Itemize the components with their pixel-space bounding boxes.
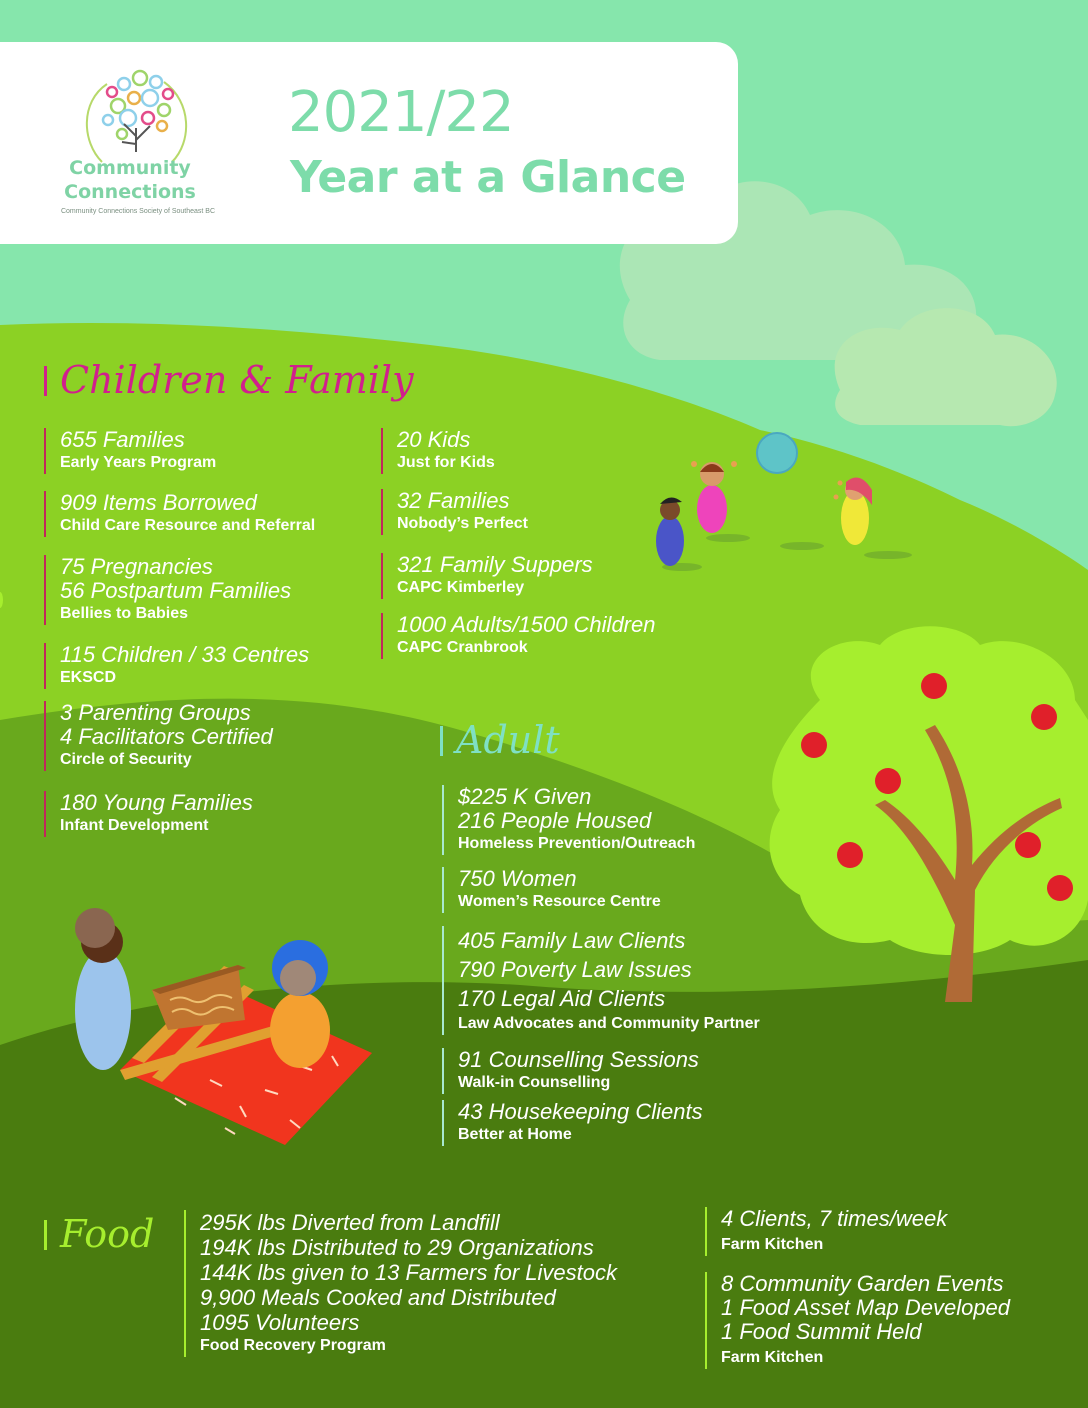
stat-entry <box>44 643 309 689</box>
program-name: Law Advocates and Community Partner <box>458 1015 760 1032</box>
stat-entry <box>44 791 253 837</box>
stat-line: 790 Poverty Law Issues <box>458 957 692 982</box>
stat-line: 180 Young Families <box>60 790 253 815</box>
stat-line: 4 Facilitators Certified <box>60 724 273 749</box>
stat-line: 194K lbs Distributed to 29 Organizations <box>200 1235 594 1260</box>
stat-entry <box>381 489 528 535</box>
stat-line: 655 Families <box>60 427 185 452</box>
program-name: Just for Kids <box>397 454 495 471</box>
stat-line: 1 Food Summit Held <box>721 1319 922 1344</box>
stat-entry <box>705 1272 1010 1369</box>
stat-line: 1000 Adults/1500 Children <box>397 612 656 637</box>
stat-line: 216 People Housed <box>458 808 652 833</box>
program-name: Better at Home <box>458 1126 572 1143</box>
stat-line: 32 Families <box>397 488 510 513</box>
logo-subtitle: Community Connections Society of Southeast BC <box>60 208 216 215</box>
stat-entry <box>381 553 593 599</box>
stat-entry <box>442 785 695 855</box>
stat-entry <box>381 428 495 474</box>
stat-entry <box>44 428 216 474</box>
stat-line: 295K lbs Diverted from Landfill <box>200 1210 500 1235</box>
stat-line: 56 Postpartum Families <box>60 578 292 603</box>
stat-line: 4 Clients, 7 times/week <box>721 1206 948 1231</box>
program-name: Early Years Program <box>60 454 217 471</box>
page-title: Year at a Glance <box>290 152 686 203</box>
stat-entry <box>705 1207 947 1256</box>
stat-entry <box>184 1210 617 1357</box>
program-name: Food Recovery Program <box>200 1337 386 1354</box>
stat-line: 115 Children / 33 Centres <box>60 642 310 667</box>
stat-line: 1095 Volunteers <box>200 1310 360 1335</box>
stat-entry <box>442 926 760 1035</box>
stat-line: 75 Pregnancies <box>60 554 213 579</box>
stat-line: 909 Items Borrowed <box>60 490 257 515</box>
stat-entry <box>442 1100 703 1146</box>
page-year: 2021/22 <box>288 80 514 145</box>
stat-line: 1 Food Asset Map Developed <box>721 1295 1011 1320</box>
ball-icon <box>757 433 797 473</box>
stat-line: $225 K Given <box>458 784 592 809</box>
stat-line: 750 Women <box>458 866 577 891</box>
stat-line: 321 Family Suppers <box>397 552 593 577</box>
stat-entry <box>44 491 315 537</box>
program-name: Child Care Resource and Referral <box>60 517 316 534</box>
program-name: Nobody’s Perfect <box>397 515 528 532</box>
stat-entry <box>381 613 655 659</box>
stat-line: 144K lbs given to 13 Farmers for Livestock <box>200 1260 617 1285</box>
program-name: Infant Development <box>60 817 209 834</box>
stat-entry <box>44 701 273 771</box>
program-name: CAPC Cranbrook <box>397 639 528 656</box>
stat-line: 43 Housekeeping Clients <box>458 1099 703 1124</box>
program-name: Bellies to Babies <box>60 605 189 622</box>
stat-line: 170 Legal Aid Clients <box>458 986 666 1011</box>
stat-entry <box>44 555 291 625</box>
program-name: Homeless Prevention/Outreach <box>458 835 696 852</box>
logo-name-line2: Connections <box>64 181 196 203</box>
logo-name <box>50 156 210 204</box>
program-name: Women’s Resource Centre <box>458 893 661 910</box>
program-name: Circle of Security <box>60 751 192 768</box>
program-name: EKSCD <box>60 669 117 686</box>
stat-line: 20 Kids <box>397 427 471 452</box>
stat-line: 3 Parenting Groups <box>60 700 251 725</box>
stat-line: 8 Community Garden Events <box>721 1271 1004 1296</box>
section-title-children-family: Children & Family <box>44 358 414 402</box>
section-title-food: Food <box>44 1212 154 1256</box>
stat-line: 405 Family Law Clients <box>458 928 686 953</box>
stat-entry <box>442 867 661 913</box>
section-title-adult: Adult <box>440 718 560 762</box>
program-name: Walk-in Counselling <box>458 1074 611 1091</box>
stat-entry <box>442 1048 699 1094</box>
program-name: Farm Kitchen <box>721 1349 824 1366</box>
stat-line: 9,900 Meals Cooked and Distributed <box>200 1285 556 1310</box>
program-name: Farm Kitchen <box>721 1236 824 1253</box>
logo-name-line1: Community <box>69 157 191 179</box>
program-name: CAPC Kimberley <box>397 579 525 596</box>
stat-line: 91 Counselling Sessions <box>458 1047 699 1072</box>
